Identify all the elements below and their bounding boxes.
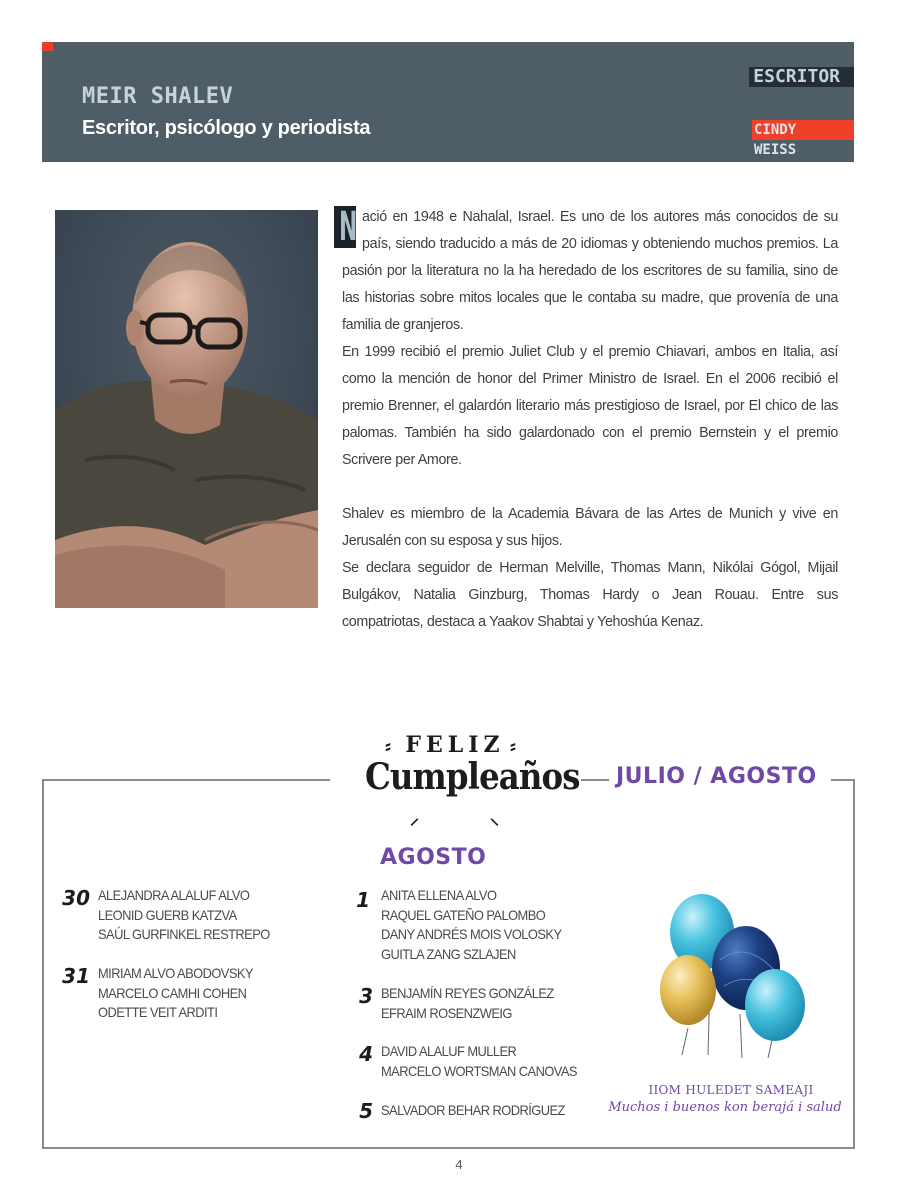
month-heading: AGOSTO (380, 845, 487, 870)
frame-left-side (42, 779, 44, 1149)
birthday-name: ODETTE VEIT ARDITI (98, 1004, 218, 1020)
day-number: 3 (359, 984, 373, 1008)
swirl-decoration-icon: ⸗ (510, 736, 516, 756)
header-banner (42, 42, 854, 162)
birthday-name: MIRIAM ALVO ABODOVSKY (98, 965, 253, 981)
greeting-ladino-title: IIOM HULEDET SAMEAJI (648, 1083, 814, 1097)
frame-bottom-line (42, 1147, 855, 1149)
portrait-photo (55, 210, 318, 608)
birthday-name: SAÚL GURFINKEL RESTREPO (98, 926, 270, 942)
day-names (381, 1042, 577, 1081)
birthday-name: GUITLA ZANG SZLAJEN (381, 945, 516, 962)
drop-cap: N (334, 206, 356, 248)
page-number: 4 (455, 1157, 463, 1172)
swirl-decoration-icon: ⸝ (410, 808, 419, 828)
day-number: 4 (359, 1042, 373, 1066)
day-number: 30 (62, 886, 90, 910)
day-names (98, 886, 270, 945)
article-paragraph: N ació en 1948 e Nahalal, Israel. Es uno de los autores más conocidos de su país, siendo traducido a más de 20 idiomas y obteniendo muchos premios. La pasión por la literatura no la ha heredado de los escritores de su familia, sino de las historias sobre mitos locales que le contaba su madre, que provenía de una familia de granjeros. (342, 204, 838, 339)
biography-article (339, 204, 838, 636)
swirl-decoration-icon: ⸜ (490, 808, 499, 828)
frame-top-dash-right (831, 779, 855, 781)
article-paragraph: Shalev es miembro de la Academia Bávara de las Artes de Munich y vive en Jerusalén con su esposa y sus hijos. (342, 506, 838, 549)
day-number: 31 (62, 964, 90, 988)
section-tag: ESCRITOR (749, 67, 854, 87)
portrait-illustration (55, 210, 318, 608)
frame-right-side (853, 779, 855, 1149)
birthday-name: MARCELO WORTSMAN CANOVAS (381, 1062, 577, 1079)
birthday-name: MARCELO CAMHI COHEN (98, 984, 247, 1001)
birthday-name: DAVID ALALUF MULLER (381, 1043, 517, 1059)
article-paragraph: En 1999 recibió el premio Juliet Club y el premio Chiavari, ambos en Italia, así como la mención de honor del Primer Ministro de Israel. En el 2006 recibió el premio Brenner, el galardón literario más prestigioso de Israel, por El chico de las palomas. También ha sido galardonado con el premio Bernstein y el premio Scrivere per Amore. (342, 344, 838, 468)
period-title: JULIO / AGOSTO (616, 764, 817, 789)
birthday-name: ALEJANDRA ALALUF ALVO (98, 887, 250, 903)
accent-square (42, 42, 53, 51)
birthday-name: DANY ANDRÉS MOIS VOLOSKY (381, 926, 562, 942)
balloons-icon (650, 890, 815, 1060)
swirl-decoration-icon: ⸗ (385, 736, 391, 756)
birthday-name: ANITA ELLENA ALVO (381, 887, 497, 903)
feliz-cumpleanos-logo (355, 728, 580, 832)
day-names (381, 984, 554, 1023)
day-number: 1 (356, 888, 370, 912)
birthday-name: EFRAIM ROSENZWEIG (381, 1004, 512, 1021)
birthday-name: SALVADOR BEHAR RODRÍGUEZ (381, 1102, 565, 1118)
logo-cumpleanos-text: Cumpleaños (365, 756, 580, 798)
birthday-name: BENJAMÍN REYES GONZÁLEZ (381, 985, 554, 1001)
person-subtitle: Escritor, psicólogo y periodista (82, 117, 371, 139)
article-paragraph: Se declara seguidor de Herman Melville, Thomas Mann, Nikólai Gógol, Mijail Bulgákov, Natalia Ginzburg, Thomas Hardy o Jean Rouau. Entre sus compatriotas, destaca a Yaakov Shabtai y Yehoshúa Kenaz. (342, 560, 838, 630)
day-names (381, 886, 561, 964)
greeting-ladino-message: Muchos i buenos kon berajá i salud (608, 1100, 842, 1115)
frame-top-left-line (42, 779, 330, 781)
author-badge: CINDY WEISS (752, 120, 854, 140)
birthday-name: RAQUEL GATEÑO PALOMBO (381, 906, 546, 923)
logo-feliz-text: FELIZ (405, 732, 505, 758)
person-name: MEIR SHALEV (82, 84, 234, 109)
day-names (98, 964, 253, 1023)
birthday-name: LEONID GUERB KATZVA (98, 906, 237, 923)
day-names (381, 1101, 565, 1121)
day-number: 5 (359, 1099, 373, 1123)
frame-top-dash-left (581, 779, 609, 781)
